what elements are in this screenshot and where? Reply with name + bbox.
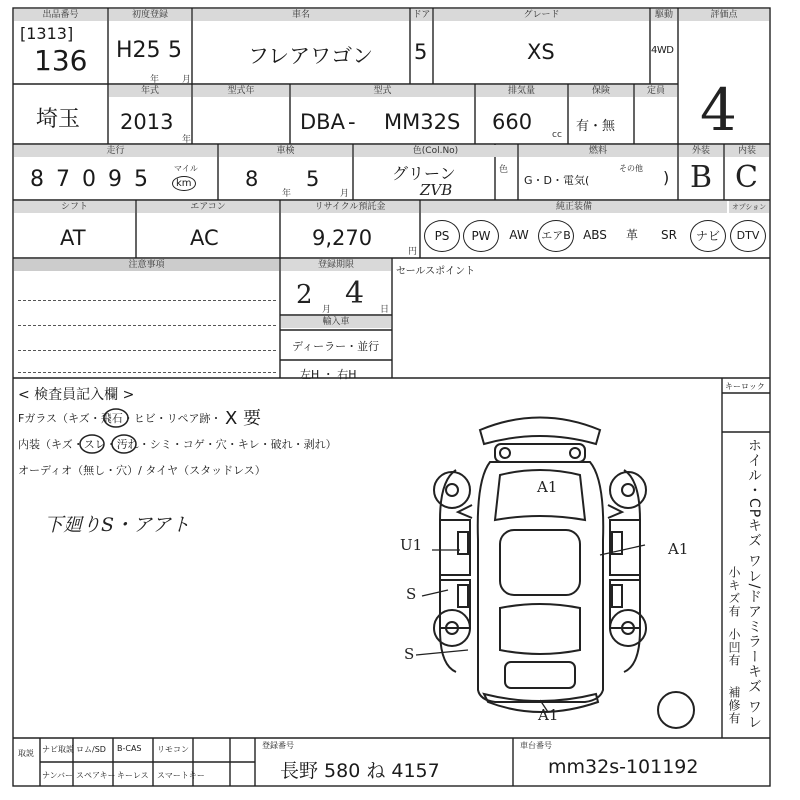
yen-unit: 円 — [408, 247, 418, 257]
label-color: 色(Col.No) — [354, 145, 517, 157]
label-model: 型式 — [291, 85, 474, 97]
damage-mark-front: A1 — [537, 478, 558, 496]
equipment-abs: ABS — [583, 228, 607, 242]
color-mark-label: 色 — [499, 165, 509, 175]
check-audio-tire: オーディオ（無し・穴）/ タイヤ（スタッドレス） — [18, 464, 266, 477]
doors-value: 5 — [414, 40, 428, 64]
interior-value: C — [735, 160, 758, 195]
label-chassis-no: 車台番号 — [520, 741, 552, 750]
label-lot-no: 出品番号 — [14, 9, 107, 21]
recycle-value: 9,270 — [312, 226, 373, 250]
equipment-leather: 革 — [625, 228, 638, 242]
label-recycle: リサイクル預託金 — [281, 201, 419, 213]
label-notes: 注意事項 — [14, 259, 279, 271]
lot-number: 136 — [34, 44, 88, 77]
mileage-digit: 8 — [30, 167, 56, 192]
inspection-year: 8 — [245, 167, 259, 191]
label-fuel: 燃料 — [519, 145, 677, 157]
label-model-year: 型式年 — [193, 85, 289, 97]
handwritten-note: 下廻りS・アアト — [44, 514, 191, 536]
footer-item: 取説 — [18, 749, 34, 758]
lot-code: [1313] — [20, 24, 74, 43]
grade-value: XS — [527, 40, 555, 64]
label-interior: 内装 — [725, 145, 769, 157]
color-code: ZVB — [420, 181, 453, 199]
inspection-month: 5 — [306, 167, 320, 191]
equipment-pw: PW — [463, 220, 499, 252]
label-key-lock: キーロック — [725, 382, 765, 391]
label-doors: ドア — [412, 10, 431, 20]
insurance-value: 有・無 — [576, 119, 616, 134]
fuel-value: G・D・電気( — [524, 174, 590, 187]
car-name-value: フレアワゴン — [248, 44, 374, 68]
label-register-no: 登録番号 — [262, 741, 294, 750]
km-unit: km — [172, 176, 196, 191]
right-mark-scratch: 小キズ有 — [727, 566, 741, 618]
label-mileage: 走行 — [14, 145, 217, 157]
equipment-airbag: エアB — [538, 220, 574, 252]
first-reg-month-unit: 月 — [182, 75, 192, 85]
label-aircon: エアコン — [137, 201, 279, 213]
footer-item: キーレス — [117, 771, 149, 780]
equipment-navi: ナビ — [690, 220, 726, 252]
inspection-month-unit: 月 — [340, 189, 350, 199]
footer-item: B-CAS — [117, 744, 142, 753]
label-import: 輸入車 — [281, 316, 391, 328]
cc-unit: cc — [552, 130, 562, 140]
label-displacement: 排気量 — [476, 85, 567, 97]
model-dash: - — [348, 110, 356, 134]
label-equipment: 純正装備 — [421, 201, 727, 213]
right-mark-repair: 補修有 — [727, 686, 741, 725]
expiry-month-unit: 月 — [322, 305, 332, 315]
label-grade: グレード — [434, 9, 649, 21]
equipment-dtv: DTV — [730, 220, 766, 252]
first-reg-year: H25 — [116, 38, 161, 63]
model-prefix: DBA — [300, 110, 345, 134]
chassis-number: mm32s-101192 — [548, 756, 699, 778]
check-glass-needed: X 要 — [225, 408, 262, 429]
expiry-month: 2 — [296, 280, 313, 310]
label-shift: シフト — [14, 201, 135, 213]
mileage-digit: 7 — [56, 167, 82, 192]
footer-item: スマートキー — [157, 771, 205, 780]
label-car-name: 車名 — [193, 9, 409, 21]
check-interior: 内装（キズ・スレ・汚れ・シミ・コゲ・穴・キレ・破れ・剥れ） — [18, 438, 337, 451]
score-value: 4 — [700, 76, 737, 144]
aircon-value: AC — [190, 226, 219, 250]
check-glass: Fガラス（キズ・飛石・ヒビ・リペア跡・ — [18, 412, 222, 425]
fuel-other: その他 — [619, 164, 643, 173]
damage-mark-rear: A1 — [538, 706, 559, 724]
first-reg-year-unit: 年 — [150, 75, 160, 85]
label-inspection: 車検 — [219, 145, 352, 157]
model-year-value: 2013 — [120, 110, 174, 134]
steering-value: 左H ・ 右H — [300, 368, 357, 381]
expiry-day-unit: 日 — [380, 305, 390, 315]
right-mark-dent: 小凹有 — [727, 628, 741, 667]
footer-item: ナビ取説 — [42, 745, 74, 754]
equipment-aw: AW — [509, 228, 529, 242]
label-registration-expiry: 登録期限 — [281, 259, 391, 271]
label-capacity: 定員 — [635, 85, 677, 97]
label-year-type: 年式 — [109, 85, 191, 97]
damage-mark-left-rear: S — [406, 585, 417, 603]
equipment-ps: PS — [424, 220, 460, 252]
damage-mark-right: A1 — [668, 540, 689, 558]
model-code: MM32S — [384, 110, 461, 134]
label-first-reg: 初度登録 — [109, 9, 191, 21]
shift-value: AT — [60, 226, 86, 250]
label-drive: 駆動 — [651, 9, 677, 21]
exterior-value: B — [690, 160, 713, 195]
damage-mark-left-front: U1 — [400, 536, 423, 554]
footer-item: スペアキー — [76, 771, 116, 780]
footer-item: ロム/SD — [76, 745, 106, 754]
footer-item: リモコン — [157, 745, 189, 754]
label-exterior: 外装 — [679, 145, 723, 157]
prefecture: 埼玉 — [36, 107, 81, 132]
right-column-text: ホイル・CPキズ ワレ/ドアミラーキズ ワレ — [746, 438, 762, 730]
label-option: オプション — [729, 201, 769, 213]
mileage-digit: 9 — [108, 167, 134, 192]
expiry-day: 4 — [345, 276, 365, 311]
label-sales-point: セールスポイント — [396, 266, 476, 277]
label-inspector: < 検査員記入欄 > — [18, 387, 135, 403]
displacement-value: 660 — [492, 110, 533, 134]
first-reg-month: 5 — [168, 38, 182, 63]
plate-number: 長野 580 ね 4157 — [280, 760, 440, 782]
drive-value: 4WD — [651, 45, 674, 56]
color-name: グリーン — [392, 164, 456, 183]
damage-mark-left-quarter: S — [404, 645, 415, 663]
mile-unit: マイル — [174, 164, 198, 173]
fuel-close: ) — [663, 168, 670, 187]
label-score: 評価点 — [679, 9, 769, 21]
mileage-digit: 5 — [134, 167, 160, 192]
label-insurance: 保険 — [569, 85, 633, 97]
equipment-sr: SR — [661, 228, 677, 242]
year-unit: 年 — [182, 135, 192, 145]
mileage-digit: 0 — [82, 167, 108, 192]
import-value: ディーラー・並行 — [292, 340, 380, 353]
inspection-year-unit: 年 — [282, 189, 292, 199]
footer-item: ナンバー — [42, 771, 74, 780]
